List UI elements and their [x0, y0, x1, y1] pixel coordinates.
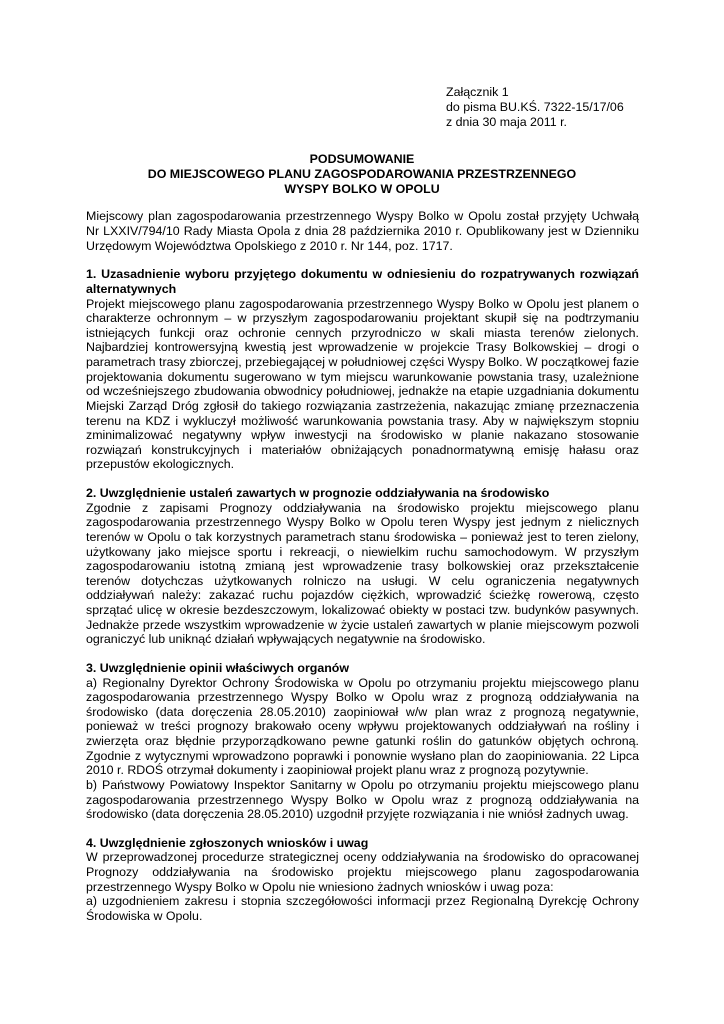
section-3: [86, 661, 639, 822]
section-3-body: [86, 676, 639, 822]
section-1-body: [86, 297, 639, 473]
document-title: [86, 152, 638, 197]
annex-reference: [446, 85, 686, 130]
section-1-heading: 1. Uzasadnienie wyboru przyjętego dokumentu w odniesieniu do rozpatrywanych rozwiązań alternatywnych: [86, 267, 639, 296]
annex-line-2: do pisma BU.KŚ. 7322-15/17/06: [446, 100, 624, 114]
title-line-1: PODSUMOWANIE: [309, 152, 415, 166]
document-body: [86, 209, 639, 937]
title-line-3: WYSPY BOLKO W OPOLU: [284, 182, 440, 196]
section-4-paragraph-a: a) uzgodnieniem zakresu i stopnia szczegółowości informacji przez Regionalną Dyrekcję Ochrony Środowiska w Opolu.: [86, 894, 639, 923]
section-2-body: [86, 501, 639, 647]
section-2-paragraph: Zgodnie z zapisami Prognozy oddziaływania na środowisko projektu miejscowego planu zagospodarowania przestrzennego Wyspy Bolko w Opolu teren Wyspy jest jednym z nielicznych terenów w Opolu o tak korzystnych parametrach stanu środowiska – ponieważ jest to teren zielony, użytkowany jako miejsce sportu i rekreacji, o niewielkim ruchu samochodowym. W przyszłym zagospodarowaniu istotną zmianą jest wprowadzenie trasy bolkowskiej oraz przekształcenie terenów dotychczas użytkowanych rolniczo na usługi. W celu ograniczenia negatywnych oddziaływań należy: zakazać ruchu pojazdów ciężkich, wprowadzić ścieżkę rowerową, często sprzątać ulicę w okresie bezdeszczowym, lokalizować obiekty w postaci tzw. budynków pasywnych. Jednakże przede wszystkim wprowadzenie w życie ustaleń zawartych w planie miejscowym pozwoli ograniczyć lub uniknąć działań wpływających negatywnie na środowisko.: [86, 500, 639, 647]
section-4: [86, 836, 639, 924]
section-4-heading: 4. Uwzględnienie zgłoszonych wniosków i uwag: [86, 835, 369, 850]
annex-line-1: Załącznik 1: [446, 85, 509, 99]
section-2-heading: 2. Uwzględnienie ustaleń zawartych w prognozie oddziaływania na środowisko: [86, 486, 550, 501]
section-2: [86, 486, 639, 647]
section-1: [86, 267, 639, 472]
section-4-paragraph: W przeprowadzonej procedurze strategicznej oceny oddziaływania na środowisko do opracowanej Prognozy oddziaływania na środowisko projektu miejscowego planu zagospodarowania przestrzennego Wyspy Bolko w Opolu nie wniesiono żadnych wniosków i uwag poza:: [86, 850, 639, 894]
section-4-body: [86, 850, 639, 923]
section-3-paragraph-b: b) Państwowy Powiatowy Inspektor Sanitarny w Opolu po otrzymaniu projektu miejscowego planu zagospodarowania przestrzennego Wyspy Bolko w Opolu wraz z prognozą oddziaływania na środowisko (data doręczenia 28.05.2010) uzgodnił przyjęte rozwiązania i nie wniósł żadnych uwag.: [86, 777, 639, 822]
intro-paragraph: Miejscowy plan zagospodarowania przestrzennego Wyspy Bolko w Opolu został przyjęty Uchwałą Nr LXXIV/794/10 Rady Miasta Opola z dnia 28 października 2010 r. Opublikowany jest w Dzienniku Urzędowym Województwa Opolskiego z 2010 r. Nr 144, poz. 1717.: [86, 209, 639, 253]
section-3-paragraph-a: a) Regionalny Dyrektor Ochrony Środowiska w Opolu po otrzymaniu projektu miejscowego planu zagospodarowania przestrzennego Wyspy Bolko w Opolu wraz z prognozą oddziaływania na środowisko (data doręczenia 28.05.2010) zaopiniował w/w plan wraz z prognozą negatywnie, ponieważ w treści prognozy brakowało oceny wpływu projektowanych oddziaływań na rośliny i zwierzęta oraz błędnie przyporządkowano pewne gatunki roślin do gatunków objętych ochroną. Zgodnie z wytycznymi wprowadzono poprawki i ponownie wysłano plan do zaopiniowania. 22 Lipca 2010 r. RDOŚ otrzymał dokumenty i zaopiniował projekt planu wraz z prognozą pozytywnie.: [86, 675, 639, 778]
annex-line-3: z dnia 30 maja 2011 r.: [446, 115, 568, 129]
section-3-heading: 3. Uwzględnienie opinii właściwych organów: [86, 660, 350, 675]
title-line-2: DO MIEJSCOWEGO PLANU ZAGOSPODAROWANIA PRZESTRZENNEGO: [147, 167, 577, 181]
section-1-paragraph: Projekt miejscowego planu zagospodarowania przestrzennego Wyspy Bolko w Opolu jest planem o charakterze ochronnym – w przyszłym zagospodarowaniu projektant skupił się na podtrzymaniu istniejących funkcji oraz ochronie cennych przyrodniczo w skali miasta terenów zielonych. Najbardziej kontrowersyjną kwestią jest wprowadzenie w projekcie Trasy Bolkowskiej – drogi o parametrach trasy zbiorczej, przebiegającej w południowej części Wyspy Bolko. W początkowej fazie projektowania dokumentu sugerowano w tym miejscu warunkowanie powstania trasy, uzależnione od wcześniejszego zbudowania obwodnicy południowej, jednakże na etapie uzgadniania dokumentu Miejski Zarząd Dróg zgłosił do takiego rozwiązania zastrzeżenia, nakazując zmianę przeznaczenia terenu na KDZ i wykluczył możliwość warunkowania powstania trasy. Aby w największym stopniu zminimalizować negatywny wpływ inwestycji na środowisko w planie nakazano stosowanie rozwiązań konstrukcyjnych i materiałów obniżających ponadnormatywną emisję hałasu oraz przepustów ekologicznych.: [86, 296, 639, 472]
